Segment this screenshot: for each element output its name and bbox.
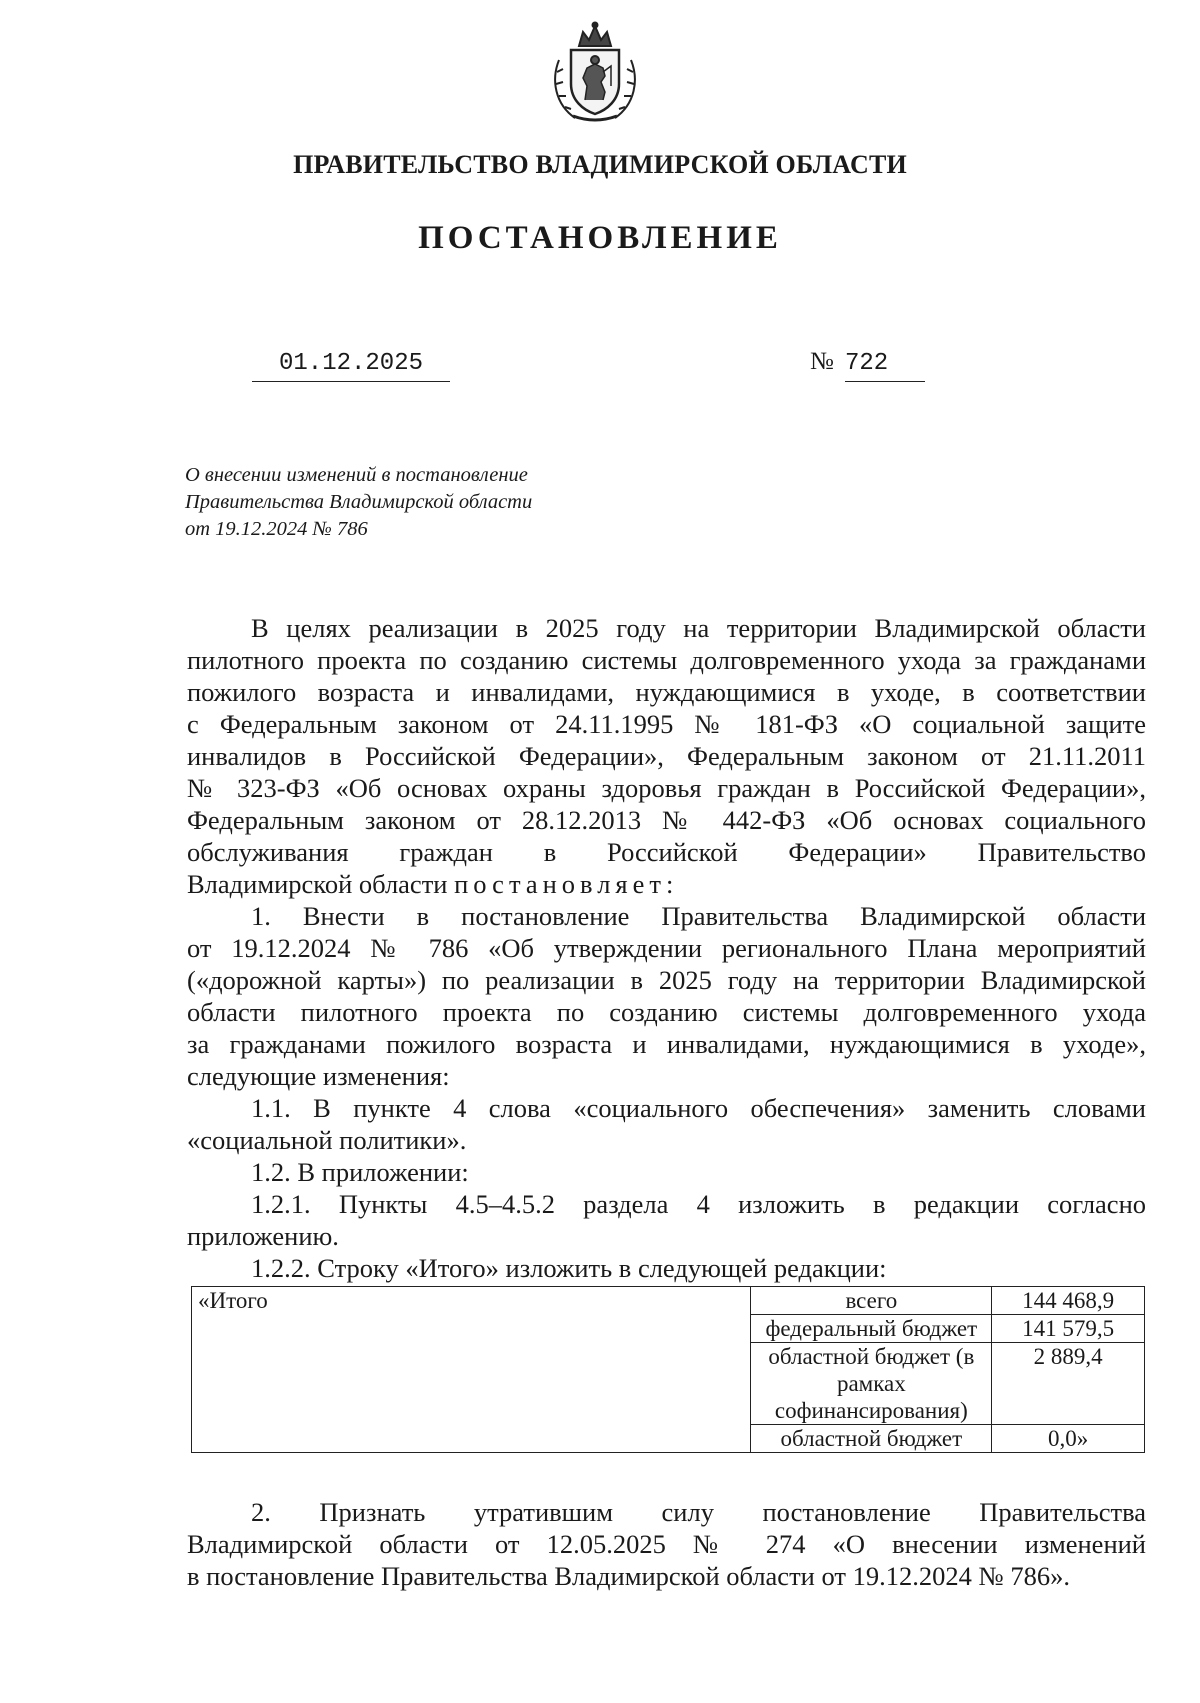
paragraph-1-2-1-line: приложению. [187,1221,339,1251]
document-subject [185,462,532,543]
preamble-line: В целях реализации в 2025 году на территории Владимирской области [251,613,1146,643]
paragraph-1-1-line: «социальной политики». [187,1125,467,1155]
paragraph-2 [187,1496,1146,1592]
vladimir-region-coat-of-arms-icon [545,20,645,124]
paragraph-2-line: в постановление Правительства Владимирской области от 19.12.2024 № 786». [187,1561,1070,1591]
preamble-end: Владимирской области [187,869,448,899]
paragraph-1-line: области пилотного проекта по созданию системы долговременного ухода [187,997,1146,1027]
funding-source-cell: всего [751,1287,992,1315]
subject-line: Правительства Владимирской области [185,491,533,513]
paragraph-1-line: («дорожной карты») по реализации в 2025 году на территории Владимирской [187,965,1146,995]
paragraph-2-line: Владимирской области от 12.05.2025 № 274 «О внесении изменений [187,1529,1146,1559]
funding-source-cell: областной бюджет (в рамках софинансирования) [751,1343,992,1425]
itogo-label-cell: «Итого [192,1287,751,1453]
itogo-table [191,1286,1145,1453]
paragraph-1-2-1-line: 1.2.1. Пункты 4.5–4.5.2 раздела 4 изложить в редакции согласно [251,1189,1146,1219]
preamble-line: с Федеральным законом от 24.11.1995 № 181-ФЗ «О социальной защите [187,709,1146,739]
document-number: 722 [845,350,925,382]
paragraph-1-2-2: 1.2.2. Строку «Итого» изложить в следующей редакции: [251,1253,887,1283]
paragraph-1-line: от 19.12.2024 № 786 «Об утверждении регионального Плана мероприятий [187,933,1146,963]
number-label: № [810,348,834,375]
amount-cell: 141 579,5 [992,1315,1145,1343]
amount-cell: 2 889,4 [992,1343,1145,1425]
paragraph-1-line: за гражданами пожилого возраста и инвалидами, нуждающимися в уходе», [187,1029,1146,1059]
paragraph-2-line: 2. Признать утратившим силу постановление Правительства [251,1497,1146,1527]
paragraph-1-line: 1. Внести в постановление Правительства Владимирской области [251,901,1146,931]
document-date: 01.12.2025 [252,350,450,382]
document-type: ПОСТАНОВЛЕНИЕ [418,220,782,256]
subject-line: от 19.12.2024 № 786 [185,518,368,540]
government-title: ПРАВИТЕЛЬСТВО ВЛАДИМИРСКОЙ ОБЛАСТИ [293,150,907,179]
paragraph-1-line: следующие изменения: [187,1061,450,1091]
funding-source-cell: областной бюджет [751,1425,992,1453]
document-body [187,612,1146,1284]
funding-source-cell: федеральный бюджет [751,1315,992,1343]
preamble-line: пилотного проекта по созданию системы долговременного ухода за гражданами [187,645,1146,675]
amount-cell: 144 468,9 [992,1287,1145,1315]
preamble-line: инвалидов в Российской Федерации», Федеральным законом от 21.11.2011 [187,741,1146,771]
preamble-line: Федеральным законом от 28.12.2013 № 442-ФЗ «Об основах социального [187,805,1146,835]
subject-line: О внесении изменений в постановление [185,464,528,486]
amount-cell: 0,0» [992,1425,1145,1453]
paragraph-1-2: 1.2. В приложении: [251,1157,469,1187]
paragraph-1-1-line: 1.1. В пункте 4 слова «социального обеспечения» заменить словами [251,1093,1146,1123]
preamble-last-line [187,868,1146,900]
preamble-line: пожилого возраста и инвалидами, нуждающимися в уходе, в соответствии [187,677,1146,707]
table-row [192,1287,1145,1315]
preamble-line: обслуживания граждан в Российской Федерации» Правительство [187,837,1146,867]
decree-word: постановляет: [454,869,679,899]
preamble-line: № 323-ФЗ «Об основах охраны здоровья граждан в Российской Федерации», [187,773,1146,803]
